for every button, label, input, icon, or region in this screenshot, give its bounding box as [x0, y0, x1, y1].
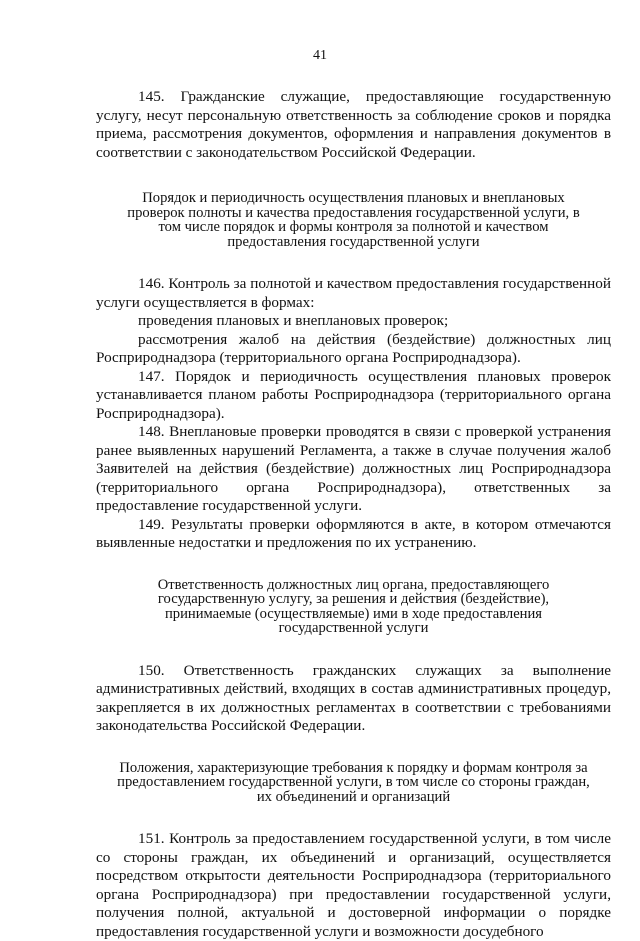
section-heading-inspections: Порядок и периодичность осуществления плановых и внеплановых проверок полноты и качества предоставления государственной услуги, в том числе порядок и формы контроля за полнотой и качеством предоставления государственной услуги — [127, 190, 580, 250]
section-heading-control-forms: Положения, характеризующие требования к порядку и формам контроля за предоставлением государственной услуги, в том числе со стороны граждан, их объединений и организаций — [117, 759, 590, 805]
paragraph-146: 146. Контроль за полнотой и качеством предоставления государственной услуги осуществляется в формах: — [96, 275, 611, 311]
paragraph-151: 151. Контроль за предоставлением государственной услуги, в том числе со стороны граждан, их объединений и организаций, осуществляется посредством открытости деятельности Росприроднадзора (территориального органа Росприроднадзора) при предоставлении государственной услуги, получения полной, актуальной и достоверной информации о порядке предоставления государственной услуги и возможности досудебного — [96, 830, 611, 940]
document-body — [96, 88, 611, 941]
paragraph-147: 147. Порядок и периодичность осуществления плановых проверок устанавливается планом работы Росприроднадзора (территориального органа Росприроднадзора). — [96, 367, 611, 422]
paragraph-148: 148. Внеплановые проверки проводятся в связи с проверкой устранения ранее выявленных нарушений Регламента, а также в случае получения жалоб Заявителей на действия (бездействие) должностных лиц Росприроднадзора (территориального органа Росприроднадзора), ответственных за предоставление государственной услуги. — [96, 423, 611, 514]
paragraph-150: 150. Ответственность гражданских служащих за выполнение административных действий, входящих в состав административных процедур, закрепляется в их должностных регламентах в соответствии с требованиями законодательства Российской Федерации. — [96, 661, 611, 734]
list-item-complaints: рассмотрения жалоб на действия (бездействие) должностных лиц Росприроднадзора (территориального органа Росприроднадзора). — [96, 330, 611, 366]
list-item-inspections: проведения плановых и внеплановых проверок; — [138, 312, 449, 329]
section-heading-responsibility: Ответственность должностных лиц органа, предоставляющего государственную услугу, за решения и действия (бездействие), принимаемые (осуществляемые) ими в ходе предоставления государственной услуги — [157, 576, 550, 636]
paragraph-149: 149. Результаты проверки оформляются в акте, в котором отмечаются выявленные недостатки и предложения по их устранению. — [96, 515, 611, 551]
page-number: 41 — [313, 48, 327, 63]
paragraph-145: 145. Гражданские служащие, предоставляющие государственную услугу, несут персональную ответственность за соблюдение сроков и порядка приема, рассмотрения документов, оформления и направления документов в соответствии с законодательством Российской Федерации. — [96, 88, 611, 161]
